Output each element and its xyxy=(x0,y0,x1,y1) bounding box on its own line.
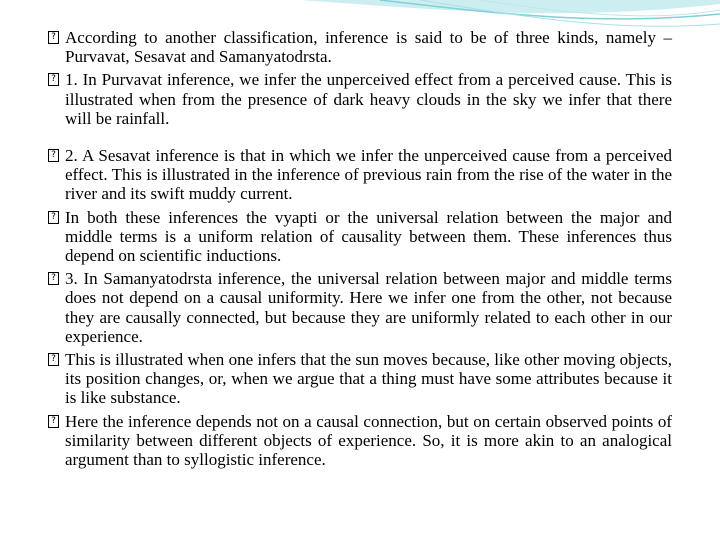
paragraph-purvavat xyxy=(48,70,672,128)
paragraph-sun-example xyxy=(48,350,672,408)
paragraph-sesavat xyxy=(48,146,672,204)
paragraph-samanyatodrsta xyxy=(48,269,672,346)
bullet-icon: ? xyxy=(48,272,59,285)
bullet-icon: ? xyxy=(48,149,59,162)
paragraph-text: 2. A Sesavat inference is that in which we infer the unperceived cause from a perceived effect. This is illustrated in the inference of previous rain from the rise of the water in the river and its swift muddy current. xyxy=(65,146,672,204)
paragraph-text: This is illustrated when one infers that the sun moves because, like other moving objects, its position changes, or, when we argue that a thing must have some attributes because it is like substance. xyxy=(65,350,672,408)
bullet-icon: ? xyxy=(48,415,59,428)
bullet-icon: ? xyxy=(48,73,59,86)
paragraph-text: In both these inferences the vyapti or the universal relation between the major and middle terms is a uniform relation of causality between them. These inferences thus depend on scientific inductions. xyxy=(65,207,672,266)
paragraph-classification xyxy=(48,28,672,66)
paragraph-analogical xyxy=(48,412,672,470)
slide-body xyxy=(48,28,672,473)
bullet-icon: ? xyxy=(48,31,59,44)
paragraph-text: Here the inference depends not on a causal connection, but on certain observed points of similarity between different objects of experience. So, it is more akin to an analogical argument than to syllogistic inference. xyxy=(65,411,672,470)
paragraph-text: 3. In Samanyatodrsta inference, the universal relation between major and middle terms does not depend on a causal uniformity. Here we infer one from the other, not because they are causally connected, but because they are uniformly related to each other in our experience. xyxy=(65,269,672,346)
paragraph-text: According to another classification, inference is said to be of three kinds, namely – Purvavat, Sesavat and Samanyatodrsta. xyxy=(65,28,672,67)
bullet-icon: ? xyxy=(48,211,59,224)
paragraph-text: 1. In Purvavat inference, we infer the unperceived effect from a perceived cause. This is illustrated when from the presence of dark heavy clouds in the sky we infer that there will be rainfall. xyxy=(65,70,672,128)
paragraph-vyapti xyxy=(48,208,672,266)
bullet-icon: ? xyxy=(48,353,59,366)
